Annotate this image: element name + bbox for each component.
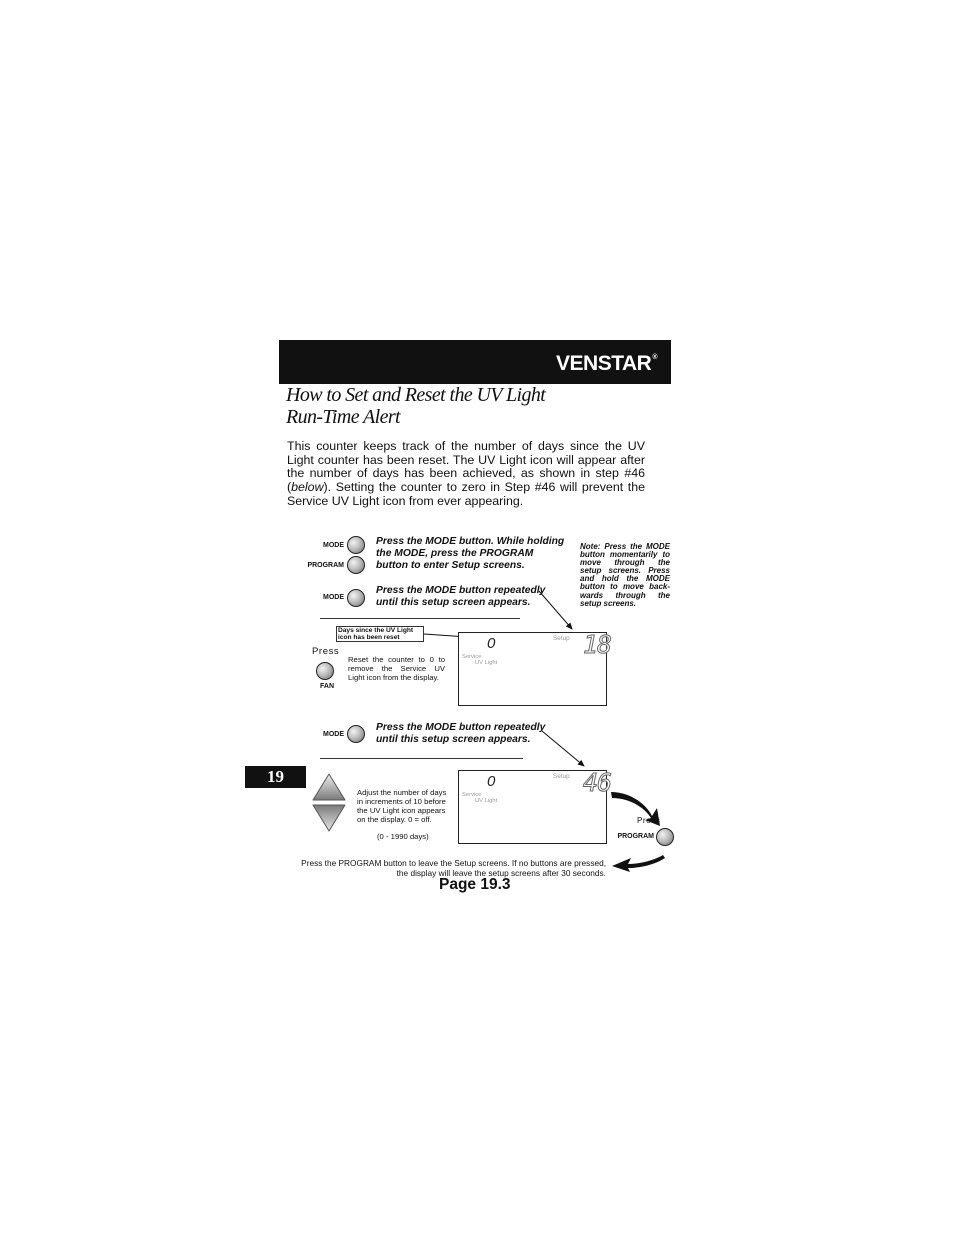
setup-indicator: Setup <box>553 635 570 642</box>
section-divider <box>320 758 523 759</box>
uv-light-indicator: UV Light <box>475 798 498 804</box>
days-callout: Days since the UV Light icon has been reset <box>336 626 424 642</box>
mode-label: MODE <box>323 731 344 738</box>
service-indicator: Service <box>462 654 482 660</box>
page-number: Page 19.3 <box>439 876 511 893</box>
fan-label: FAN <box>320 683 334 690</box>
range-text: (0 - 1990 days) <box>377 832 429 841</box>
fan-button[interactable] <box>316 662 334 680</box>
curved-arrow-exit <box>612 855 665 872</box>
setup-note: Note: Press the MODE button momentarily to move through the setup screens. Press and hold the MODE button to move back-wards through the setup screens. <box>580 542 670 608</box>
intro-paragraph: This counter keeps track of the number of days since the UV Light counter has been reset. The UV Light icon will appear after the number of days has been achieved, as shown in step #46 (below). Setting the counter to zero in Step #46 will prevent the Service UV Light icon from ever appearing. <box>287 439 645 508</box>
down-button[interactable] <box>311 804 347 834</box>
counter-value: 0 <box>487 635 496 652</box>
program-label: PROGRAM <box>617 833 654 840</box>
mode-button[interactable] <box>347 725 365 743</box>
chapter-tab: 19 <box>245 766 306 788</box>
step-number: 46 <box>583 768 612 797</box>
setup-indicator: Setup <box>553 773 570 780</box>
arrow-to-screen-18 <box>539 591 572 629</box>
counter-value: 0 <box>487 773 496 790</box>
mode-repeat-instruction: Press the MODE button repeatedly until this setup screen appears. <box>376 585 546 608</box>
program-button[interactable] <box>656 828 674 846</box>
reset-instruction: Reset the counter to 0 to remove the Service UV Light icon from the display. <box>348 655 445 682</box>
page-title: How to Set and Reset the UV Light Run-Time Alert <box>286 384 546 428</box>
press-label: Press <box>312 646 340 657</box>
lcd-screen-18 <box>458 630 612 706</box>
enter-setup-instruction: Press the MODE button. While holding the MODE, press the PROGRAM button to enter Setup screens. <box>376 536 565 571</box>
arrow-to-screen-46 <box>542 731 584 766</box>
up-button[interactable] <box>311 772 347 802</box>
press-label: Press <box>637 816 661 825</box>
adjust-instruction: Adjust the number of days in increments of 10 before the UV Light icon appears on the display. 0 = off. <box>357 788 447 824</box>
mode-label: MODE <box>323 594 344 601</box>
exit-setup-instruction: Press the PROGRAM button to leave the Setup screens. If no buttons are pressed, the display will leave the setup screens after 30 seconds. <box>301 858 606 878</box>
mode-repeat-instruction: Press the MODE button repeatedly until this setup screen appears. <box>376 722 546 745</box>
program-label: PROGRAM <box>307 562 344 569</box>
uv-light-indicator: UV Light <box>475 660 498 666</box>
venstar-logo: VENSTAR® <box>556 352 657 375</box>
service-indicator: Service <box>462 792 482 798</box>
step-number: 18 <box>583 630 612 659</box>
mode-label: MODE <box>323 542 344 549</box>
